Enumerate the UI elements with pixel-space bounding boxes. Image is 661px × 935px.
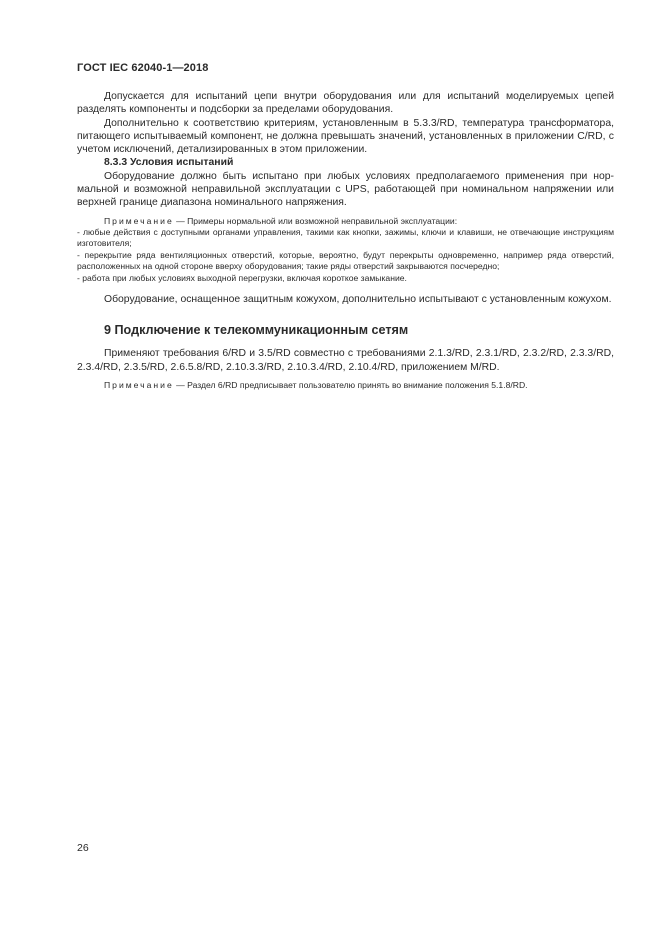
note-block-misuse-examples [77,216,614,284]
subsection-title-8-3-3: 8.3.3 Условия испытаний [104,157,234,169]
document-header: ГОСТ IEC 62040-1—2018 [77,62,209,74]
note-dash: — [173,380,188,390]
note-dash: — [173,215,188,226]
note-list-item: - перекрытие ряда вентиляционных отверстий, которые, вероятно, будут перекрыты одновременно, например ряда отверстий, расположенных на одной стороне вверху оборудования; такие ряды отверстий закрываются посчередно; [77,249,614,272]
note-list-item: - работа при любых условиях выходной перегрузки, включая короткое замыкание. [77,272,407,283]
note-intro [77,216,614,227]
note-list-item: - любые действия с доступными органами управления, такими как кнопки, зажимы, ключи и клавиши, не отвечающие инструкциям изготовителя; [77,227,614,249]
note-intro-text: Примеры нормальной или возможной неправильной эксплуатации: [187,215,458,226]
paragraph-transformer-temperature: Дополнительно к соответствию критериям, установленным в 5.3.3/RD, температура трансформатора, питающего испытываемый компонент, не должна превышать значений, установленных в приложении C/RD, с учетом исключений, детализированных в этом приложении. [77,117,614,156]
paragraph-telecom-requirements: Применяют требования 6/RD и 3.5/RD совместно с требованиями 2.1.3/RD, 2.3.1/RD, 2.3.2/RD, 2.3.3/RD, 2.3.4/RD, 2.3.5/RD, 2.6.5.8/RD, 2.10.3.3/RD, 2.10.3.4/RD, 2.10.4/RD, приложением M/RD. [77,348,614,373]
section-title-9: 9 Подключение к телекоммуникационным сетям [104,323,409,338]
note-label: Примечание [104,215,174,226]
page-number: 26 [77,842,89,854]
note-label: Примечание [104,380,174,390]
paragraph-components-testing: Допускается для испытаний цепи внутри оборудования или для испытаний моделируемых цепей разделять компоненты и подсборки за пределами оборудования. [77,91,614,116]
note-section-6 [77,380,614,391]
paragraph-protective-cover: Оборудование, оснащенное защитным кожухом, дополнительно испытывают с установленным кожухом. [104,294,612,306]
paragraph-test-conditions: Оборудование должно быть испытано при любых условиях предполагаемого применения при нормальной и возможной неправильной эксплуатации с UPS, работающей при номинальном напряжении или верхней границе диапазона номинального напряжения. [77,170,614,209]
note-text: Раздел 6/RD предписывает пользователю принять во внимание положения 5.1.8/RD. [187,380,528,390]
page-content [77,90,614,391]
